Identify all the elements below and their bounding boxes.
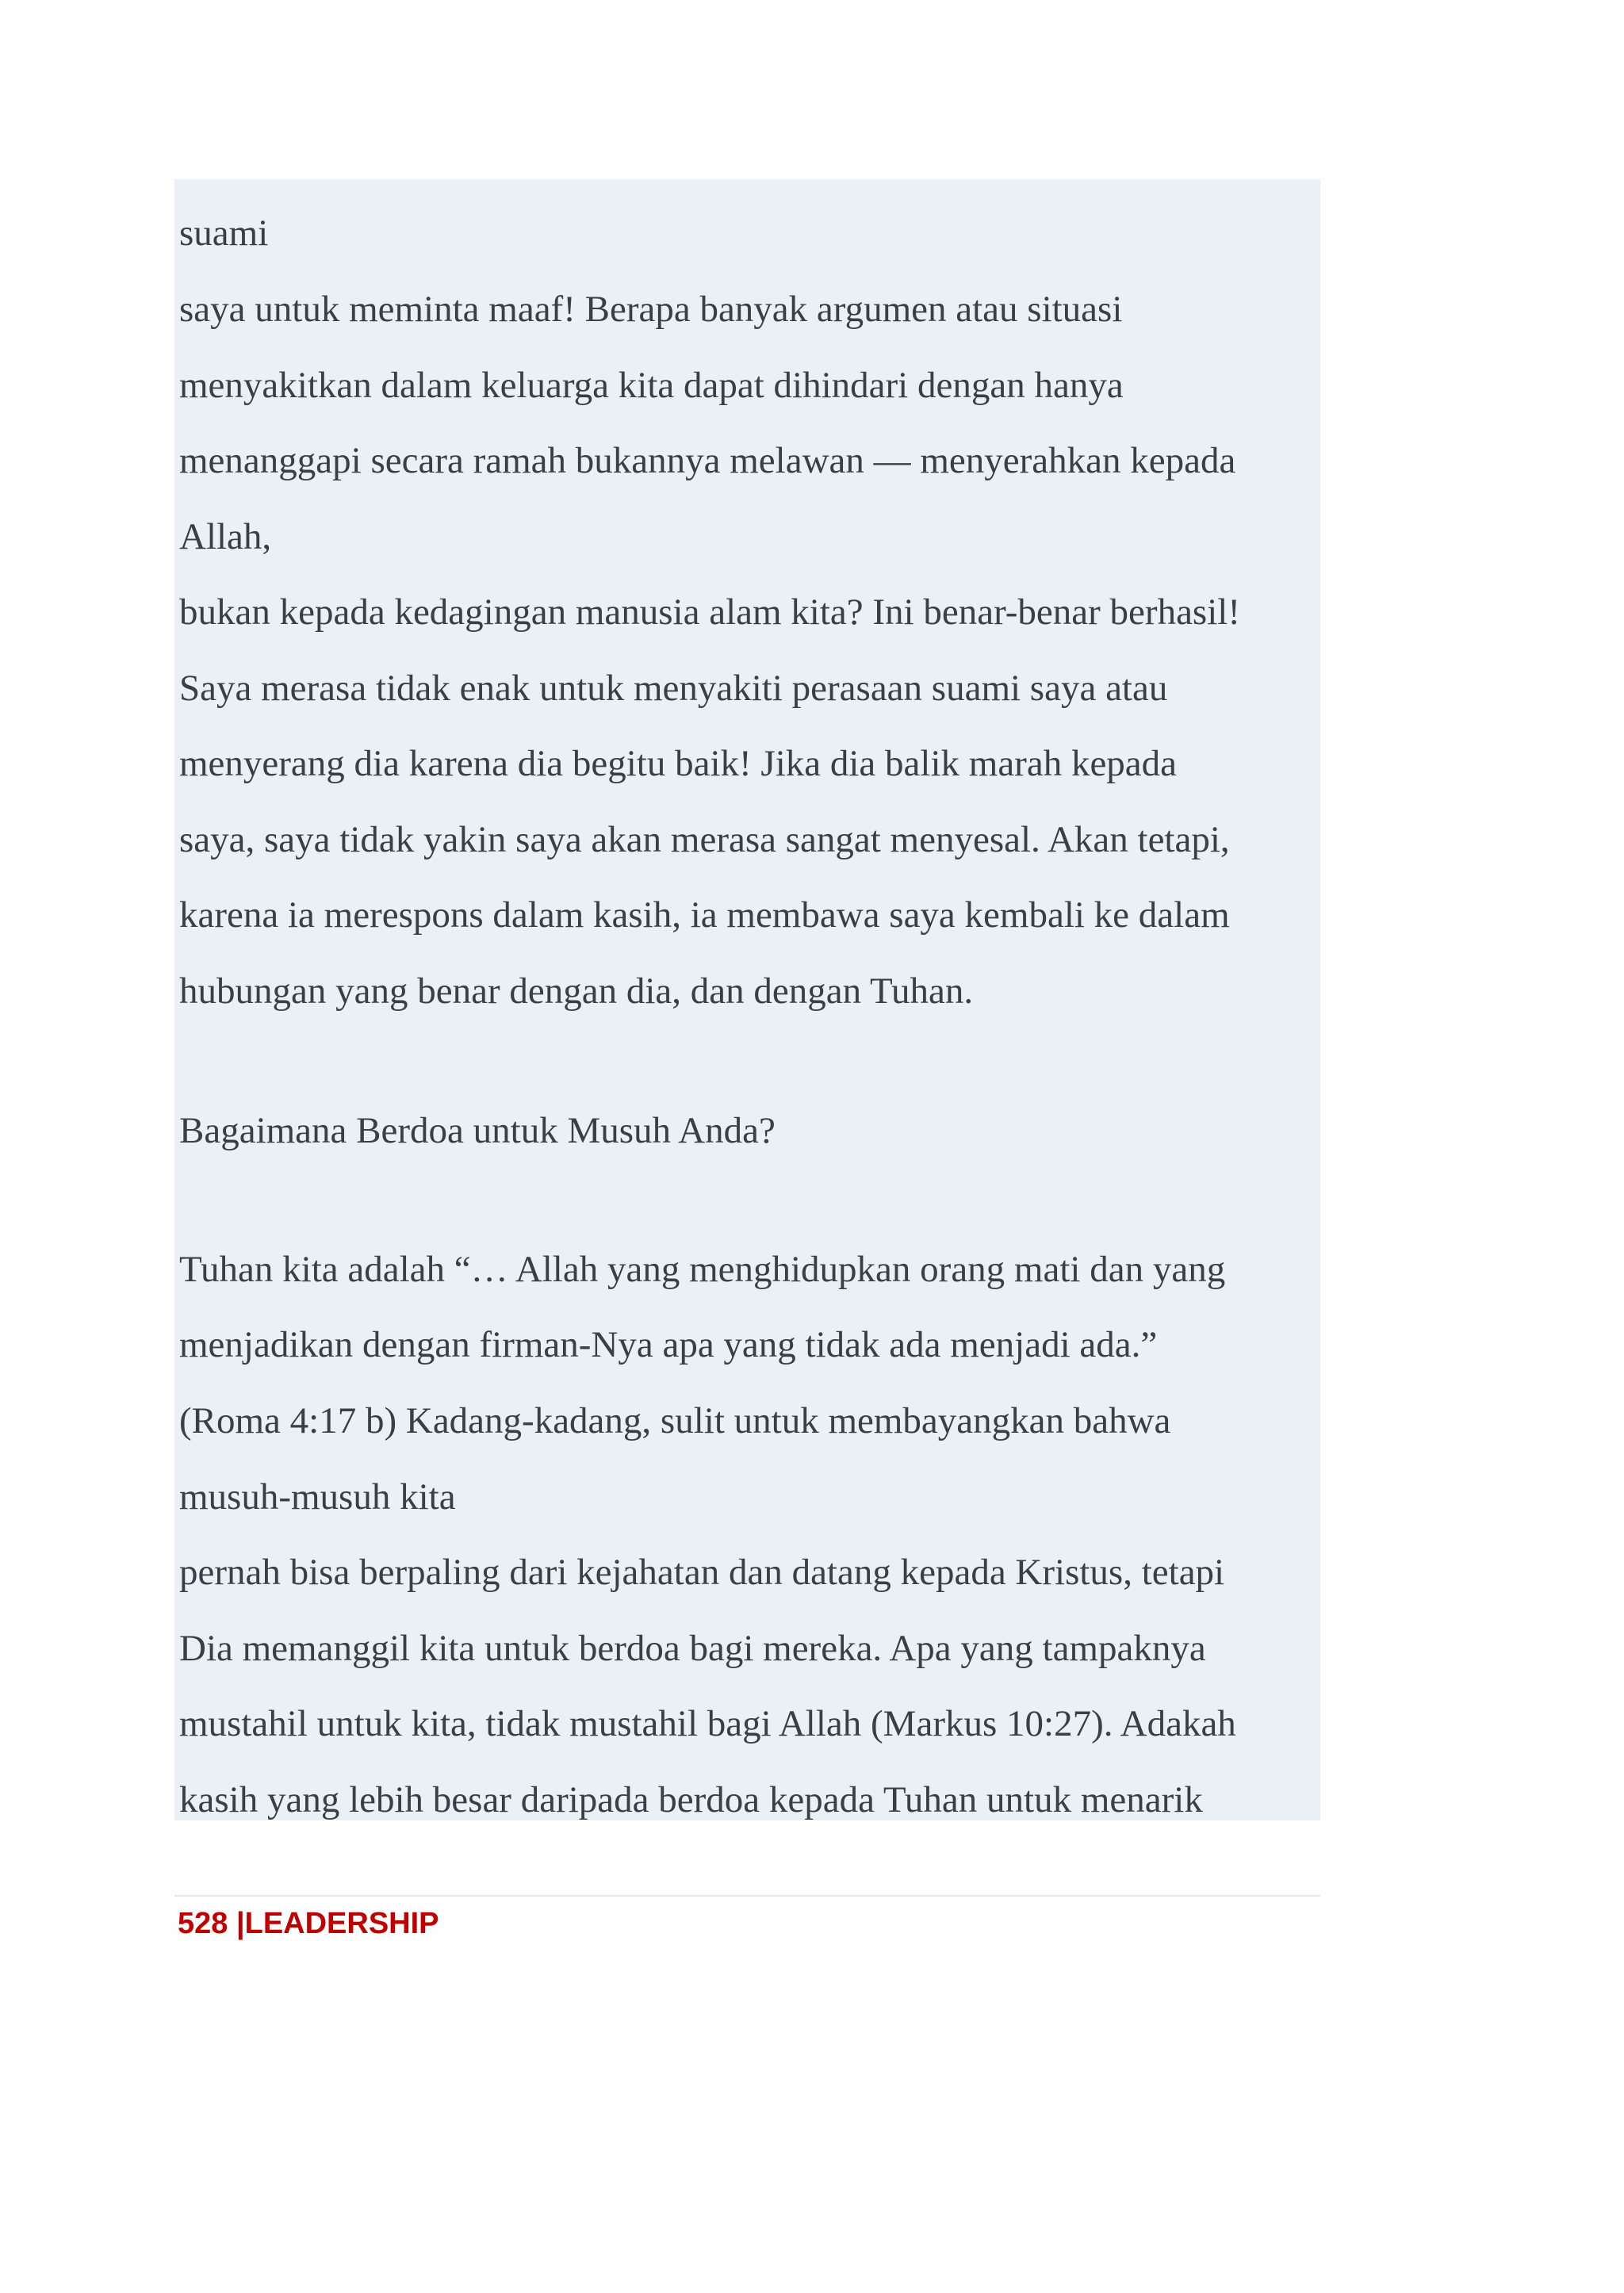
body-line: menanggapi secara ramah bukannya melawan — menyerahkan kepada xyxy=(179,440,1236,481)
body-line: Tuhan kita adalah “… Allah yang menghidupkan orang mati dan yang xyxy=(179,1249,1226,1290)
body-line: kasih yang lebih besar daripada berdoa kepada Tuhan untuk menarik xyxy=(179,1779,1203,1820)
page-footer xyxy=(178,1901,439,1946)
section-heading: Bagaimana Berdoa untuk Musuh Anda? xyxy=(179,1110,776,1151)
body-line: Saya merasa tidak enak untuk menyakiti perasaan suami saya atau xyxy=(179,668,1168,709)
footer-separator: | xyxy=(228,1907,245,1940)
body-line: menyakitkan dalam keluarga kita dapat dihindari dengan hanya xyxy=(179,365,1124,406)
body-line: Allah, xyxy=(179,516,272,557)
page-number: 528 xyxy=(178,1907,228,1940)
body-line: mustahil untuk kita, tidak mustahil bagi Allah (Markus 10:27). Adakah xyxy=(179,1703,1236,1744)
body-line: bukan kepada kedagingan manusia alam kita? Ini benar-benar berhasil! xyxy=(179,591,1240,633)
body-line: Dia memanggil kita untuk berdoa bagi mereka. Apa yang tampaknya xyxy=(179,1628,1206,1669)
footer-section: LEADERSHIP xyxy=(244,1907,439,1940)
body-line: suami xyxy=(179,212,269,254)
body-line: musuh-musuh kita xyxy=(179,1476,456,1518)
footer-divider xyxy=(174,1895,1320,1897)
body-line: saya untuk meminta maaf! Berapa banyak argumen atau situasi xyxy=(179,289,1123,330)
body-line: pernah bisa berpaling dari kejahatan dan datang kepada Kristus, tetapi xyxy=(179,1552,1225,1593)
body-line: (Roma 4:17 b) Kadang-kadang, sulit untuk membayangkan bahwa xyxy=(179,1400,1171,1441)
body-line: menjadikan dengan firman-Nya apa yang tidak ada menjadi ada.” xyxy=(179,1324,1158,1365)
body-line: menyerang dia karena dia begitu baik! Jika dia balik marah kepada xyxy=(179,743,1178,784)
body-line: karena ia merespons dalam kasih, ia membawa saya kembali ke dalam xyxy=(179,894,1230,936)
body-line: hubungan yang benar dengan dia, dan dengan Tuhan. xyxy=(179,970,974,1012)
body-line: saya, saya tidak yakin saya akan merasa sangat menyesal. Akan tetapi, xyxy=(179,819,1230,860)
